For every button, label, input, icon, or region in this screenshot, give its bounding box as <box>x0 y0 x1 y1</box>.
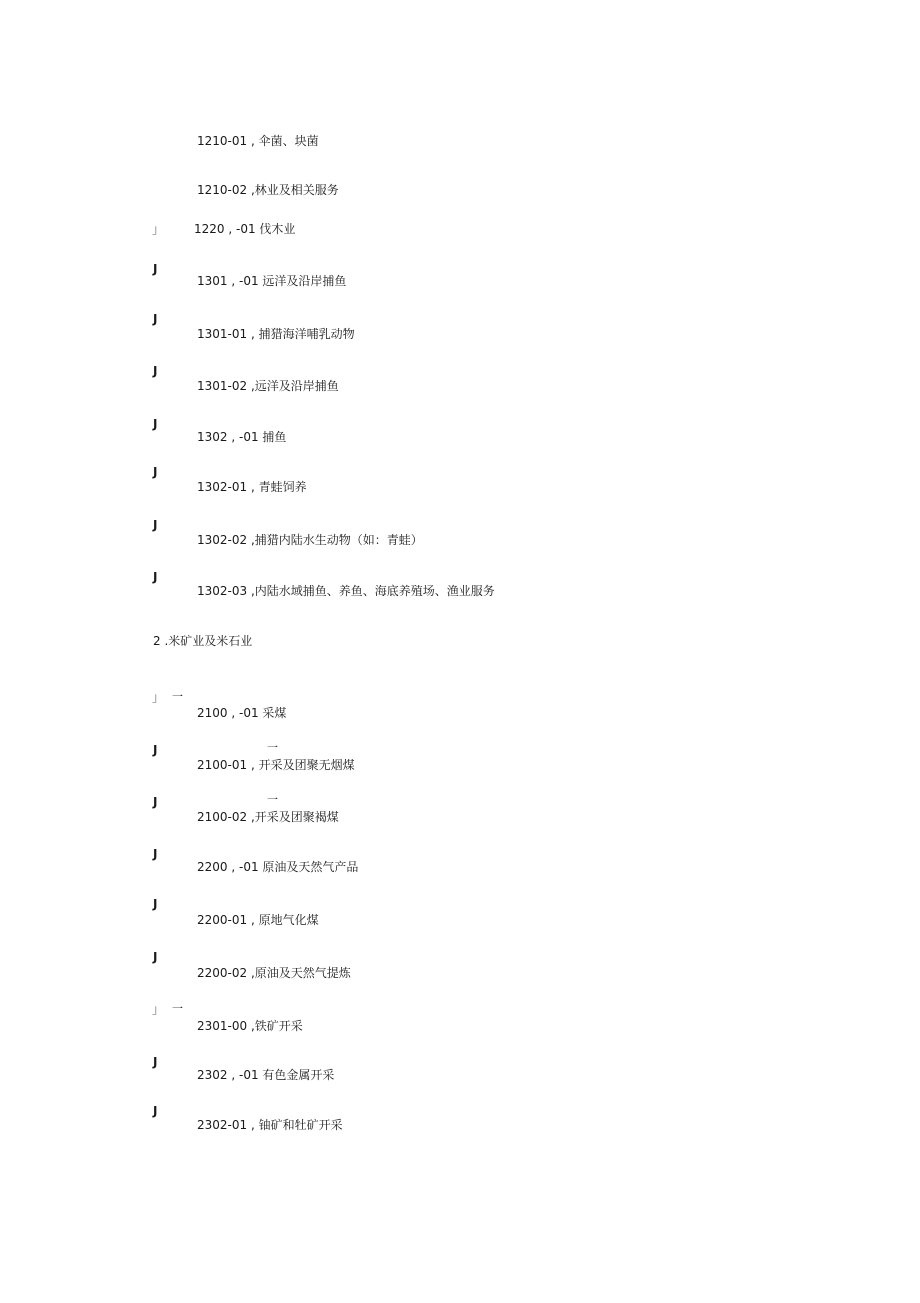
margin-mark-j: J <box>153 417 158 431</box>
margin-mark-j: J <box>153 795 158 809</box>
margin-mark-j: J <box>153 364 158 378</box>
entry-1210-01: 1210-01 , 伞菌、块菌 <box>197 134 319 148</box>
margin-mark-bracket: 」 <box>152 690 165 704</box>
margin-mark-j: J <box>153 465 158 479</box>
margin-mark-j: J <box>153 1104 158 1118</box>
entry-1220: 1220 , -01 伐木业 <box>194 222 296 236</box>
entry-2100: 2100 , -01 采煤 <box>197 706 287 720</box>
margin-mark-j: J <box>153 570 158 584</box>
entry-2302-01: 2302-01 , 铀矿和牡矿开采 <box>197 1118 343 1132</box>
margin-mark-j: J <box>153 897 158 911</box>
margin-mark-dash: 一 <box>172 690 183 703</box>
margin-mark-dash: 一 <box>267 741 278 754</box>
entry-2100-02: 2100-02 ,开采及团聚褐煤 <box>197 810 339 824</box>
entry-1301-01: 1301-01 , 捕猎海洋哺乳动物 <box>197 327 355 341</box>
margin-mark-bracket: 」 <box>152 222 165 236</box>
section-heading-mining: 2 .米矿业及米石业 <box>153 634 253 648</box>
entry-2302: 2302 , -01 有色金属开采 <box>197 1068 335 1082</box>
entry-2100-01: 2100-01 , 开采及团聚无烟煤 <box>197 758 355 772</box>
margin-mark-j: J <box>153 743 158 757</box>
entry-2200: 2200 , -01 原油及天然气产品 <box>197 860 359 874</box>
entry-1302-01: 1302-01 , 青蛙饲养 <box>197 480 307 494</box>
margin-mark-bracket: 」 <box>152 1002 165 1016</box>
margin-mark-j: J <box>153 312 158 326</box>
entry-1301: 1301 , -01 远洋及沿岸捕鱼 <box>197 274 347 288</box>
margin-mark-j: J <box>153 518 158 532</box>
entry-2200-02: 2200-02 ,原油及天然气提炼 <box>197 966 351 980</box>
entry-1302-03: 1302-03 ,内陆水域捕鱼、养鱼、海底养殖场、渔业服务 <box>197 584 495 598</box>
margin-mark-j: J <box>153 950 158 964</box>
margin-mark-j: J <box>153 847 158 861</box>
entry-1302: 1302 , -01 捕鱼 <box>197 430 287 444</box>
entry-1301-02: 1301-02 ,远洋及沿岸捕鱼 <box>197 379 339 393</box>
margin-mark-dash: 一 <box>172 1002 183 1015</box>
entry-2200-01: 2200-01 , 原地气化煤 <box>197 913 319 927</box>
entry-2301-00: 2301-00 ,铁矿开采 <box>197 1019 303 1033</box>
margin-mark-dash: 一 <box>267 793 278 806</box>
margin-mark-j: J <box>153 1055 158 1069</box>
entry-1302-02: 1302-02 ,捕猎内陆水生动物（如：青蛙） <box>197 533 423 547</box>
entry-1210-02: 1210-02 ,林业及相关服务 <box>197 183 339 197</box>
margin-mark-j: J <box>153 262 158 276</box>
